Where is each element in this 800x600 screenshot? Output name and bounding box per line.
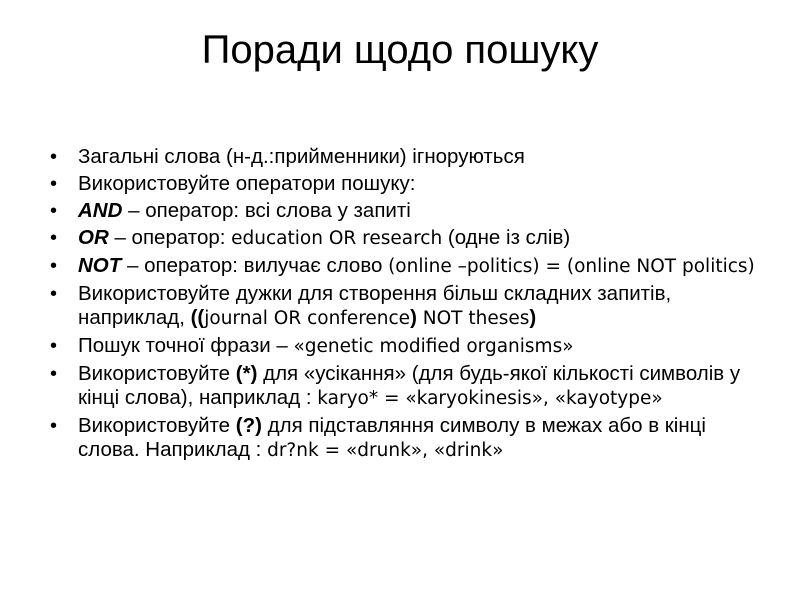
bullet-marker: •	[50, 200, 58, 222]
tip-text: оператор:	[131, 226, 232, 249]
separator: –	[122, 199, 146, 222]
tip-common-words	[50, 145, 760, 169]
operator-keyword-not: NOT	[78, 254, 122, 277]
tip-text: Загальні слова (н-д.:прийменники) ігноруються	[78, 145, 525, 168]
close-parenthesis: )	[410, 306, 417, 329]
tip-text: Пошук точної фрази –	[78, 334, 294, 357]
tip-text: оператор: всі слова у запиті	[145, 199, 411, 222]
search-example: NOT theses	[416, 308, 530, 329]
separator: –	[121, 254, 145, 277]
bullet-marker: •	[50, 173, 58, 195]
search-example: dr?nk = «drunk», «drink»	[267, 440, 504, 461]
tip-or-operator	[50, 226, 760, 251]
tips-list	[50, 145, 760, 466]
bullet-marker: •	[50, 363, 58, 385]
tip-substitution	[50, 414, 760, 463]
operator-keyword-or: OR	[78, 226, 109, 249]
slide-title: Поради щодо пошуку	[201, 28, 599, 72]
search-example: (online –politics) = (online NOT politics)	[388, 256, 755, 277]
wildcard-symbol: (?)	[235, 414, 262, 437]
bullet-marker: •	[50, 255, 58, 277]
tip-exact-phrase	[50, 334, 760, 359]
tip-use-operators	[50, 172, 760, 196]
tip-parentheses	[50, 282, 760, 331]
wildcard-symbol: (*)	[235, 362, 258, 385]
separator: –	[108, 226, 132, 249]
search-example: education OR research	[231, 228, 443, 249]
tip-text: Використовуйте	[78, 414, 236, 437]
end-parenthesis: )	[529, 306, 537, 329]
tip-text: Використовуйте	[78, 362, 236, 385]
search-example: journal OR conference	[204, 308, 411, 329]
open-parentheses: ((	[190, 306, 205, 329]
bullet-marker: •	[50, 227, 58, 249]
operator-keyword-and: AND	[78, 199, 123, 222]
tip-text-continued: для «усікання» (для будь-якої кількості символів у кінці слова), наприклад :	[78, 362, 741, 409]
bullet-marker: •	[50, 283, 58, 305]
tip-text: Використовуйте дужки для створення більш складних запитів, наприклад,	[78, 282, 672, 329]
tip-text-continued: для підставляння символу в межах або в кінці слова. Наприклад :	[78, 414, 706, 461]
tip-and-operator	[50, 199, 760, 223]
tip-not-operator	[50, 254, 760, 279]
tip-text: Використовуйте оператори пошуку:	[78, 172, 416, 195]
tip-text: оператор: вилучає слово	[144, 254, 389, 277]
search-example: «genetic modified organisms»	[293, 336, 574, 357]
bullet-marker: •	[50, 335, 58, 357]
search-example: karyo* = «karyokinesis», «kayotype»	[317, 388, 663, 409]
tip-truncation	[50, 362, 760, 411]
bullet-marker: •	[50, 146, 58, 168]
tip-tail: (одне із слів)	[442, 226, 571, 249]
bullet-marker: •	[50, 415, 58, 437]
